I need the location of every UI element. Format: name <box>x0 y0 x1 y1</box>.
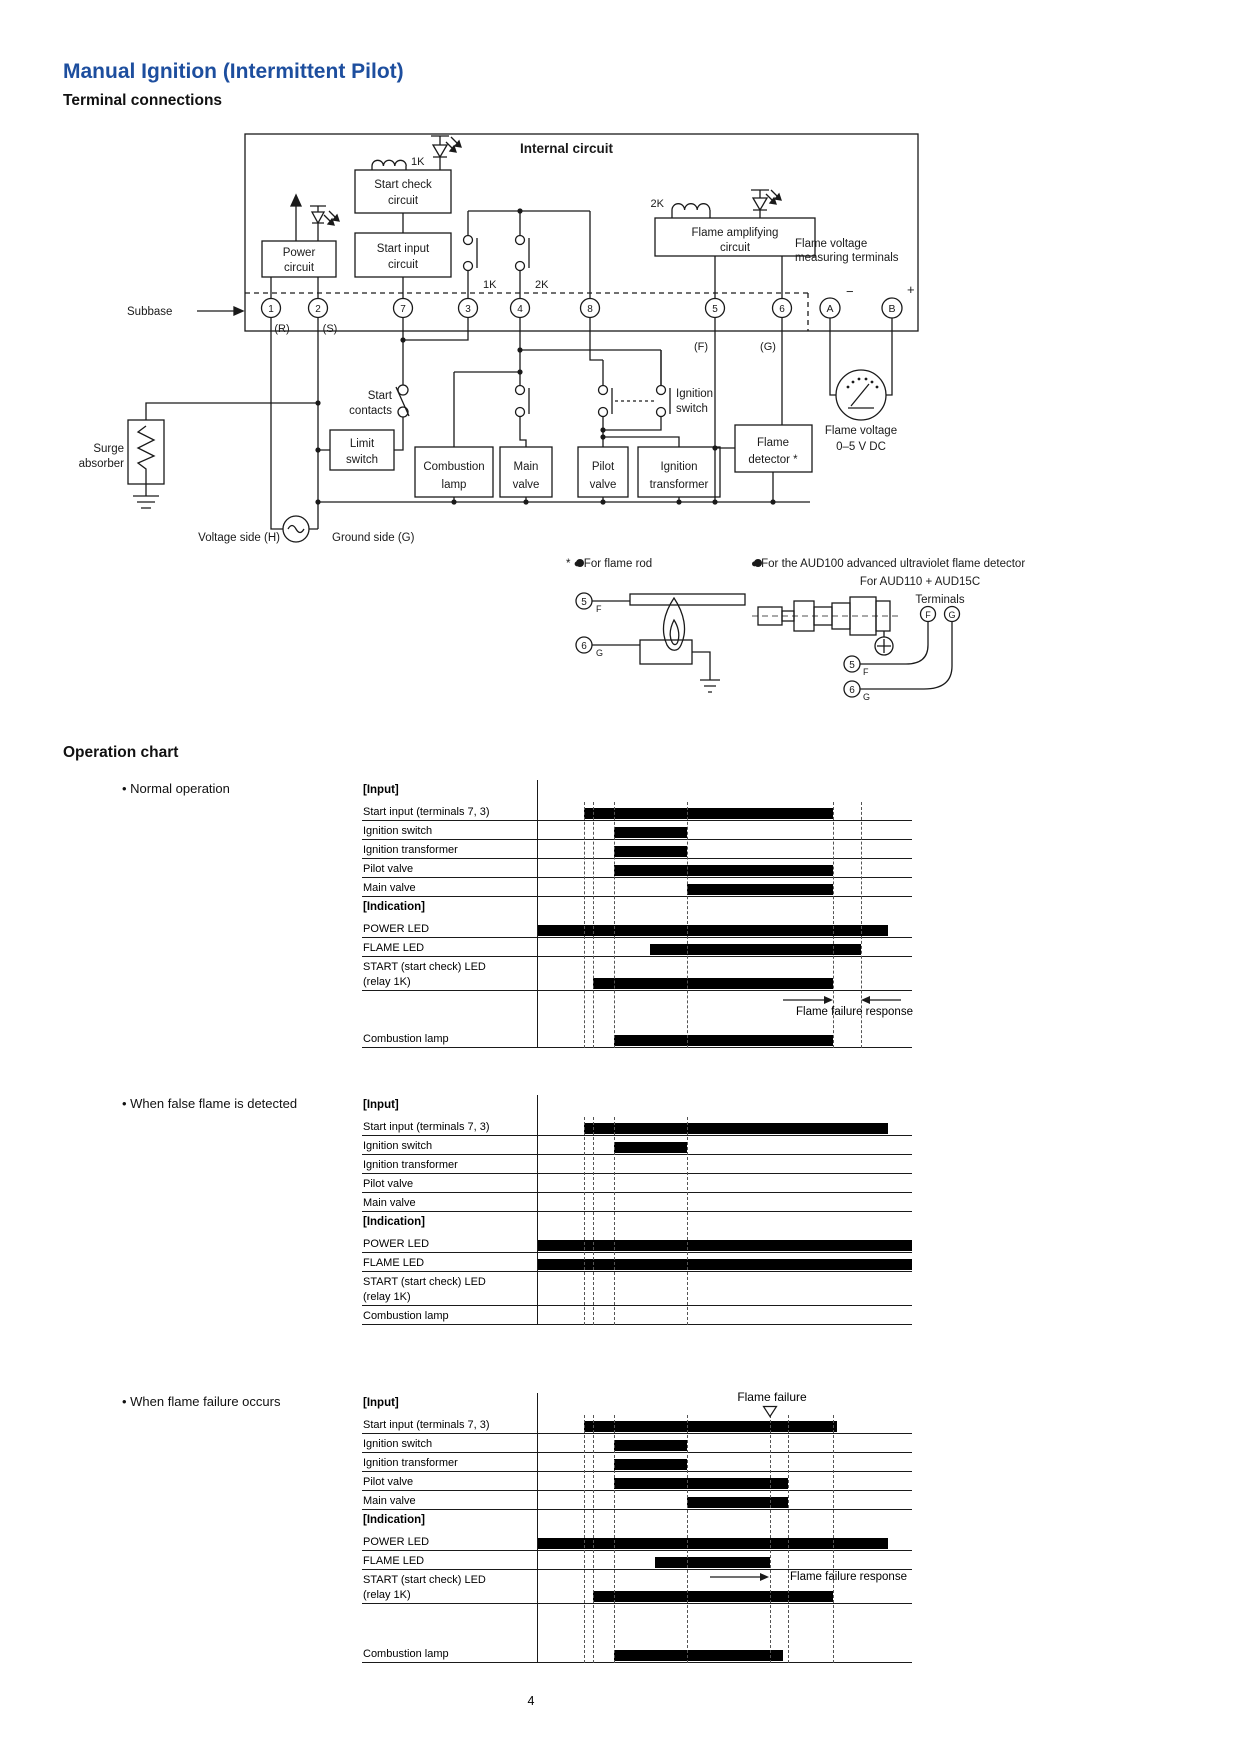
svg-text:valve: valve <box>589 479 617 491</box>
terminal-6-sub: (G) <box>760 341 776 353</box>
chart-row-label: START (start check) LED <box>363 961 486 973</box>
terminal-5: 5 <box>712 304 718 315</box>
terminal-circles <box>262 298 903 318</box>
timing-bar <box>537 925 888 936</box>
chart-row-label: Ignition transformer <box>363 844 458 856</box>
svg-text:0–5 V DC: 0–5 V DC <box>836 441 886 453</box>
chart-row <box>362 1306 912 1325</box>
chart-guide-line <box>687 1117 688 1325</box>
chart-row-label: POWER LED <box>363 1536 430 1548</box>
chart-guide-line <box>593 1117 594 1325</box>
terminal-3: 3 <box>465 304 471 315</box>
terminal-4: 4 <box>517 304 523 315</box>
svg-text:circuit: circuit <box>387 259 419 271</box>
chart-row <box>362 1193 912 1212</box>
terminal-b-polarity: + <box>907 282 915 297</box>
aud-terminal-6-sub: G <box>863 692 871 702</box>
chart-row-label: Main valve <box>363 1495 416 1507</box>
timing-bar <box>614 827 687 838</box>
chart-row-label: (relay 1K) <box>363 976 411 988</box>
terminal-connections-heading: Terminal connections <box>63 92 223 109</box>
ignition-transformer-label: Ignition <box>660 461 698 473</box>
flame-rod-note: * ● For flame rod <box>566 558 653 570</box>
start-input-label: Start input <box>376 243 430 255</box>
chart-guide-line <box>584 802 585 1048</box>
terminal-a: A <box>826 303 834 315</box>
aud-terminal-5: 5 <box>849 660 855 671</box>
measuring-terminals-label: Flame voltage <box>795 238 868 250</box>
svg-text:detector *: detector * <box>748 454 798 466</box>
terminal-connections-diagram <box>0 0 1241 735</box>
operation-chart-heading: Operation chart <box>63 744 179 761</box>
svg-text:valve: valve <box>512 479 540 491</box>
flame-failure-response-label-1: Flame failure response <box>796 1006 913 1018</box>
flame-failure-label: Flame failure <box>737 1390 807 1404</box>
timing-bar <box>687 884 833 895</box>
aud-g-terminal: G <box>948 610 956 620</box>
timing-bar <box>614 865 833 876</box>
chart-row-label: Combustion lamp <box>363 1310 449 1322</box>
aud-terminal-6: 6 <box>849 685 855 696</box>
chart-row-label: Ignition transformer <box>363 1457 458 1469</box>
timing-bar <box>687 1497 788 1508</box>
chart-row-label: Ignition transformer <box>363 1159 458 1171</box>
chart-row-label: POWER LED <box>363 1238 430 1250</box>
chart-row <box>362 1551 912 1570</box>
terminal-1: 1 <box>268 304 274 315</box>
timing-bar <box>650 944 862 955</box>
chart-row-label: FLAME LED <box>363 942 425 954</box>
terminal-7: 7 <box>400 304 406 315</box>
chart-row-label: Ignition switch <box>363 1140 433 1152</box>
chart-row-label: Combustion lamp <box>363 1033 449 1045</box>
chart-row-label: FLAME LED <box>363 1257 425 1269</box>
terminal-6: 6 <box>779 304 785 315</box>
aud-terminal-5-sub: F <box>863 667 869 677</box>
chart-row-label: Start input (terminals 7, 3) <box>363 1121 490 1133</box>
combustion-lamp-label: Combustion <box>423 461 485 473</box>
svg-text:absorber: absorber <box>78 458 124 470</box>
chart-section-header: [Input] <box>363 1099 399 1111</box>
chart-axis-line <box>537 1393 538 1663</box>
chart-row-label: POWER LED <box>363 923 430 935</box>
start-contacts-label: Start <box>367 390 392 402</box>
timing-bar <box>584 1421 837 1432</box>
circuit-wires <box>128 134 960 697</box>
timing-bar <box>614 1440 687 1451</box>
timing-bar <box>614 846 687 857</box>
terminal-2: 2 <box>315 304 321 315</box>
terminal-1-sub: (R) <box>274 323 290 335</box>
chart-row-label: Pilot valve <box>363 863 414 875</box>
chart-section-header: [Input] <box>363 1397 399 1409</box>
chart-guide-line <box>584 1415 585 1663</box>
chart-guide-line <box>614 802 615 1048</box>
svg-text:lamp: lamp <box>441 479 467 491</box>
bullet-false-flame: • When false flame is detected <box>122 1096 298 1111</box>
page-title: Manual Ignition (Intermittent Pilot) <box>63 60 404 83</box>
chart-row-label: Main valve <box>363 882 416 894</box>
chart-row-label: FLAME LED <box>363 1555 425 1567</box>
rod-terminal-6-sub: G <box>596 648 604 658</box>
chart-row-label: Pilot valve <box>363 1476 414 1488</box>
chart-section-header: [Input] <box>363 784 399 796</box>
aud-detector-drawing <box>752 597 900 655</box>
chart-section-header: [Indication] <box>363 1216 425 1228</box>
svg-text:circuit: circuit <box>387 195 419 207</box>
timing-bar <box>584 808 833 819</box>
timing-bar <box>537 1538 888 1549</box>
bullet-flame-failure: • When flame failure occurs <box>122 1394 281 1409</box>
timing-bar <box>614 1459 687 1470</box>
operation-chart-flame-failure <box>362 1393 912 1663</box>
subbase-label: Subbase <box>127 306 173 318</box>
relay-2k-label: 2K <box>650 198 664 210</box>
chart-row-label: Main valve <box>363 1197 416 1209</box>
operation-chart-false-flame <box>362 1095 912 1325</box>
timing-bar <box>614 1142 687 1153</box>
voltage-side-label: Voltage side (H) <box>198 532 280 544</box>
chart-row-label: (relay 1K) <box>363 1291 411 1303</box>
chart-row <box>362 1272 912 1306</box>
timing-bar <box>614 1035 833 1046</box>
chart-row-label: Start input (terminals 7, 3) <box>363 806 490 818</box>
rod-terminal-6: 6 <box>581 641 587 652</box>
aud100-note: ● For the AUD100 advanced ultraviolet flame detector <box>751 558 1026 570</box>
timing-bar <box>593 978 833 989</box>
start-check-label: Start check <box>374 179 432 191</box>
chart-guide-line <box>614 1415 615 1663</box>
relay-1k-label: 1K <box>411 156 425 168</box>
aud110-note: For AUD110 + AUD15C <box>859 576 981 588</box>
chart-section-header: [Indication] <box>363 1514 425 1526</box>
chart-row-label: Ignition switch <box>363 1438 433 1450</box>
timing-bar <box>593 1591 833 1602</box>
chart-guide-line <box>788 1415 789 1663</box>
terminal-b: B <box>888 303 896 315</box>
chart-row-label: Ignition switch <box>363 825 433 837</box>
power-circuit-label: Power <box>282 247 316 259</box>
chart-guide-line <box>614 1117 615 1325</box>
flame-amplifying-label: Flame amplifying <box>691 227 779 239</box>
pilot-valve-label: Pilot <box>591 461 615 473</box>
chart-guide-line <box>687 1415 688 1663</box>
flame-detector-label: Flame <box>757 437 789 449</box>
page-number: 4 <box>527 1694 535 1708</box>
chart-row-label: Pilot valve <box>363 1178 414 1190</box>
terminal-2-sub: (S) <box>322 323 338 335</box>
timing-bar <box>614 1650 783 1661</box>
ground-side-label: Ground side (G) <box>332 532 415 544</box>
terminals-word: Terminals <box>915 594 965 606</box>
contact-2k-label: 2K <box>535 279 549 291</box>
chart-guide-line <box>593 1415 594 1663</box>
svg-text:measuring terminals: measuring terminals <box>795 252 899 264</box>
flame-voltage-meter-label: Flame voltage <box>824 425 898 437</box>
contact-1k-label: 1K <box>483 279 497 291</box>
svg-text:circuit: circuit <box>283 262 315 274</box>
timing-bar <box>655 1557 769 1568</box>
chart-axis-line <box>537 1095 538 1325</box>
flame-failure-marker <box>762 1405 778 1418</box>
chart-row-label: START (start check) LED <box>363 1276 486 1288</box>
chart-guide-line <box>687 802 688 1048</box>
svg-text:circuit: circuit <box>719 242 751 254</box>
chart-guide-line <box>770 1415 771 1663</box>
limit-switch-label: Limit <box>349 438 375 450</box>
svg-text:transformer: transformer <box>649 479 709 491</box>
bullet-normal-operation: • Normal operation <box>122 781 230 796</box>
internal-circuit-label: Internal circuit <box>520 141 614 156</box>
chart-axis-line <box>537 780 538 1048</box>
chart-guide-line <box>593 802 594 1048</box>
chart-row-label: START (start check) LED <box>363 1574 486 1586</box>
timing-bar <box>614 1478 788 1489</box>
rod-terminal-5: 5 <box>581 597 587 608</box>
terminal-5-sub: (F) <box>693 341 709 353</box>
ignition-switch-label: Ignition <box>676 388 714 400</box>
chart-row <box>362 1174 912 1193</box>
chart-row-label: Combustion lamp <box>363 1648 449 1660</box>
svg-text:switch: switch <box>676 403 708 415</box>
chart-guide-line <box>833 1415 834 1663</box>
chart-row-label: (relay 1K) <box>363 1589 411 1601</box>
surge-absorber-label: Surge <box>93 443 124 455</box>
terminal-a-polarity: − <box>846 284 854 299</box>
timing-bar <box>584 1123 888 1134</box>
terminal-8: 8 <box>587 304 593 315</box>
chart-row <box>362 1491 912 1510</box>
rod-terminal-5-sub: F <box>596 604 602 614</box>
chart-row <box>362 1155 912 1174</box>
svg-text:contacts: contacts <box>349 405 392 417</box>
flame-failure-response-arrow-3 <box>708 1570 778 1584</box>
chart-section-header: [Indication] <box>363 901 425 913</box>
chart-row-label: Start input (terminals 7, 3) <box>363 1419 490 1431</box>
aud-f-terminal: F <box>925 610 931 620</box>
flame-failure-response-label-3: Flame failure response <box>790 1571 907 1583</box>
chart-guide-line <box>584 1117 585 1325</box>
svg-text:switch: switch <box>346 454 378 466</box>
main-valve-label: Main <box>513 461 539 473</box>
